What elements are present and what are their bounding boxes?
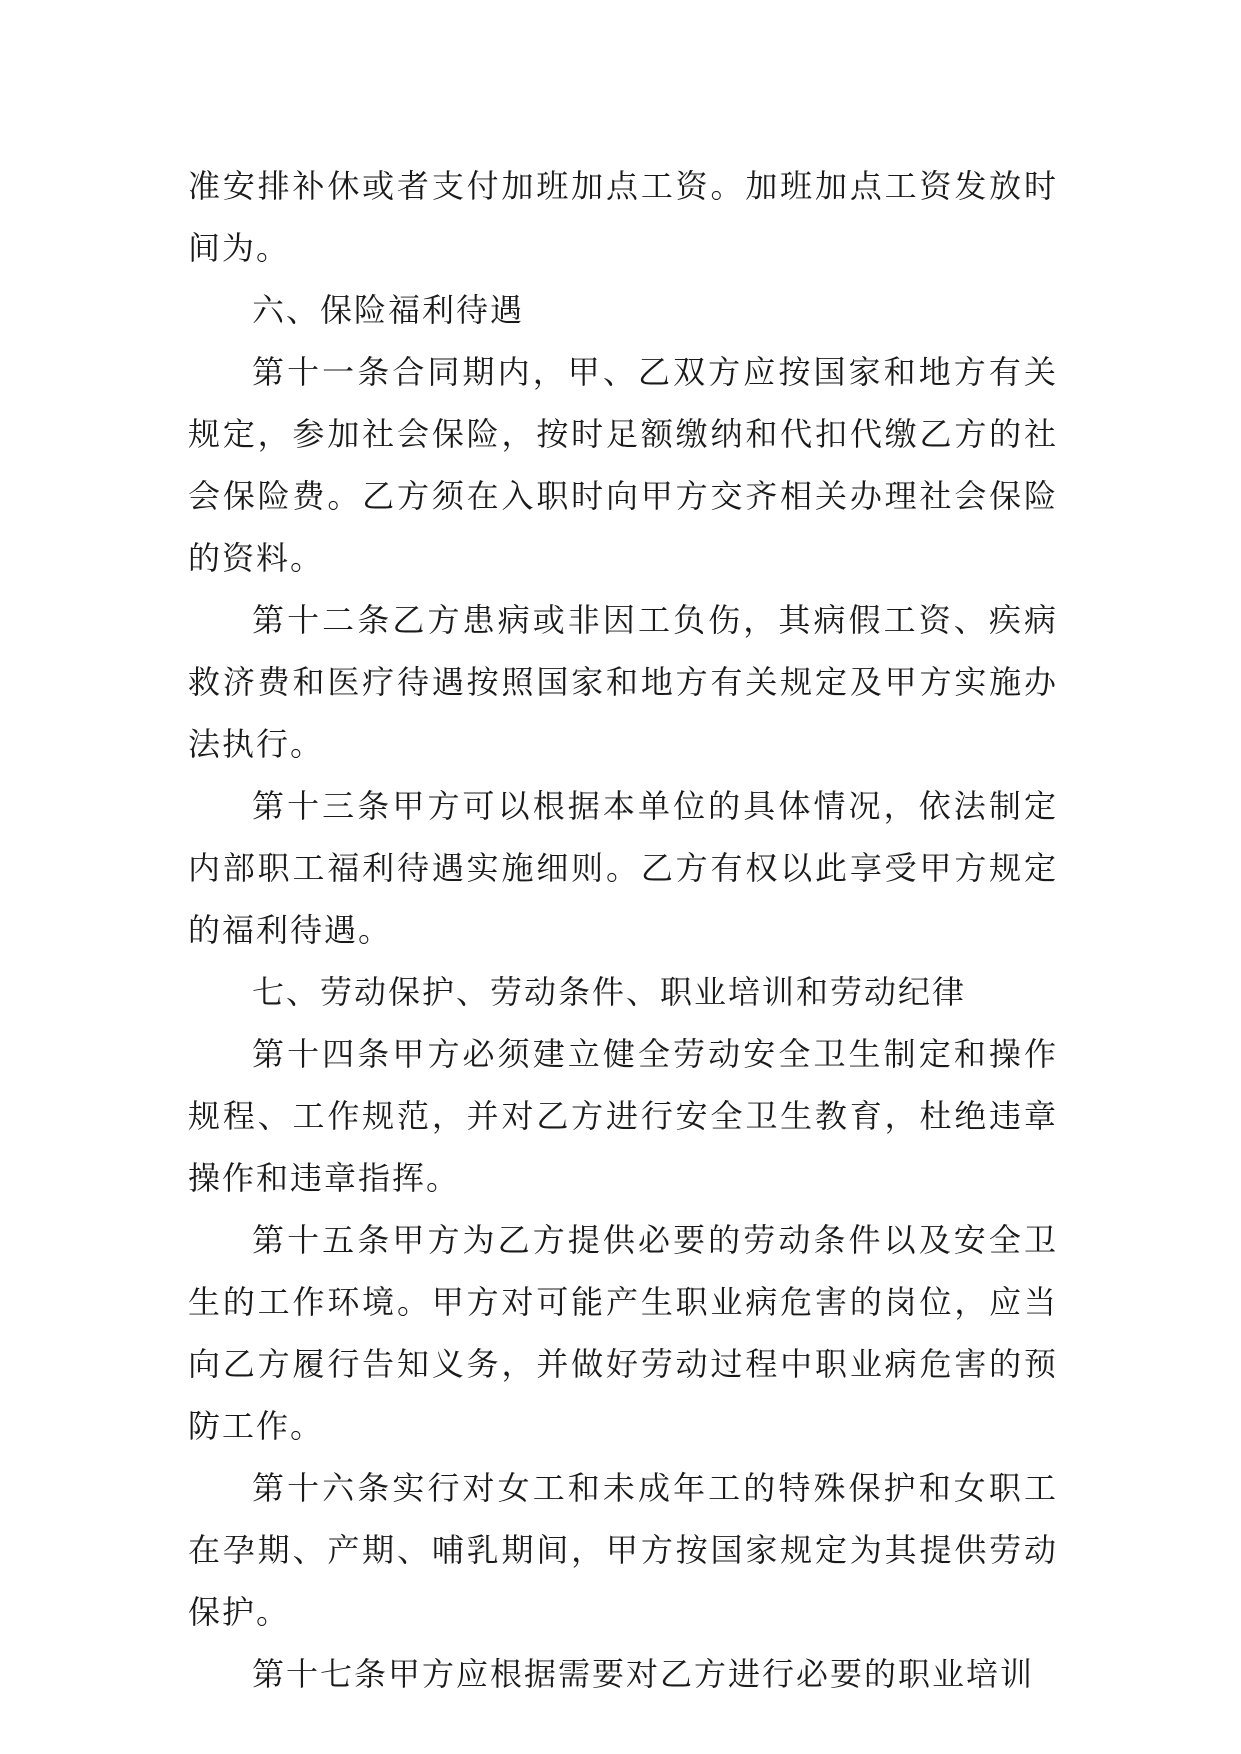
paragraph-article-12: 第十二条乙方患病或非因工负伤，其病假工资、疾病救济费和医疗待遇按照国家和地方有关规定及甲方实施办法执行。	[188, 601, 1058, 763]
paragraph-article-15: 第十五条甲方为乙方提供必要的劳动条件以及安全卫生的工作环境。甲方对可能产生职业病危害的岗位，应当向乙方履行告知义务，并做好劳动过程中职业病危害的预防工作。	[188, 1221, 1058, 1445]
paragraph-article-13: 第十三条甲方可以根据本单位的具体情况，依法制定内部职工福利待遇实施细则。乙方有权以此享受甲方规定的福利待遇。	[188, 787, 1058, 949]
paragraph-article-14: 第十四条甲方必须建立健全劳动安全卫生制定和操作规程、工作规范，并对乙方进行安全卫生教育，杜绝违章操作和违章指挥。	[188, 1035, 1058, 1197]
paragraph-article-11: 第十一条合同期内，甲、乙双方应按国家和地方有关规定，参加社会保险，按时足额缴纳和代扣代缴乙方的社会保险费。乙方须在入职时向甲方交齐相关办理社会保险的资料。	[188, 353, 1058, 577]
paragraph-article-16: 第十六条实行对女工和未成年工的特殊保护和女职工在孕期、产期、哺乳期间，甲方按国家规定为其提供劳动保护。	[188, 1469, 1058, 1631]
document-page	[188, 155, 1058, 1705]
paragraph-overtime-pay: 准安排补休或者支付加班加点工资。加班加点工资发放时间为。	[188, 167, 1058, 267]
section-heading-labor-protection: 七、劳动保护、劳动条件、职业培训和劳动纪律	[252, 973, 967, 1011]
paragraph-article-17: 第十七条甲方应根据需要对乙方进行必要的职业培训	[252, 1655, 1035, 1693]
section-heading-insurance-welfare: 六、保险福利待遇	[252, 291, 525, 329]
